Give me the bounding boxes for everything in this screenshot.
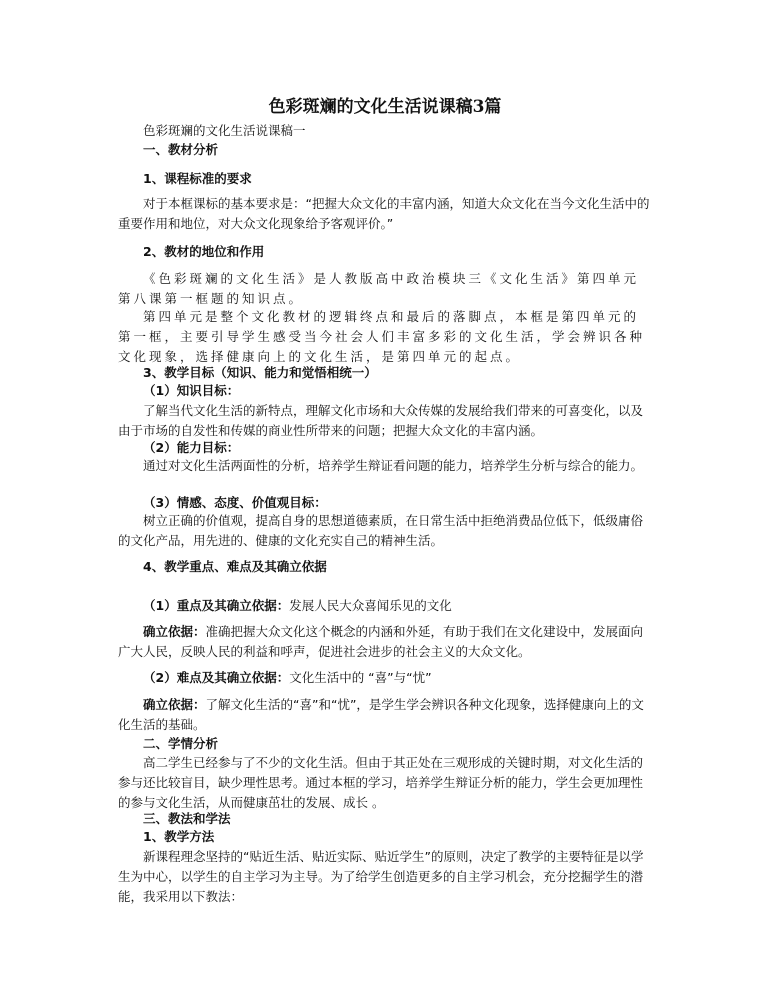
key-point-basis [118,622,652,662]
goal-knowledge-label: （1）知识目标： [143,383,240,398]
paragraph-position-2: 第四单元是整个文化教材的逻辑终点和最后的落脚点，本框是第四单元的第一框，主要引导学生感受当今社会人们丰富多彩的文化生活，学会辨识各种文化现象，选择健康向上的文化生活，是第四单元的起点。 [118,309,646,364]
heading-methods: 三、教法和学法 [143,811,231,826]
difficult-point-basis-label: 确立依据： [143,697,206,712]
key-point-label: （1）重点及其确立依据： [143,598,290,613]
paragraph-student-analysis: 高二学生已经参与了不少的文化生活。但由于其正处在三观形成的关键时期，对文化生活的参与还比较盲目，缺少理性思考。通过本框的学习，培养学生辩证分析的能力，学生会更加理性的参与文化生活，从而健康茁壮的发展、成长 。 [118,755,644,810]
difficult-point-basis [118,695,652,735]
difficult-point-line [143,669,432,687]
goal-emotion-text: 树立正确的价值观，提高自身的思想道德素质，在日常生活中拒绝消费品位低下，低级庸俗的文化产品，用先进的、健康的文化充实自己的精神生活。 [118,513,644,548]
goal-emotion-label: （3）情感、态度、价值观目标： [143,495,327,510]
difficult-point-basis-text: 了解文化生活的“喜”和“忧”，是学生学会辨识各种文化现象，选择健康向上的文化生活的基础。 [118,697,644,732]
difficult-point-value: 文化生活中的 “喜”与“忧” [289,670,432,685]
key-point-basis-label: 确立依据： [143,624,206,639]
heading-position-role: 2、教材的地位和作用 [143,244,265,259]
heading-material-analysis: 一、教材分析 [143,142,219,157]
key-point-basis-text: 准确把握大众文化这个概念的内涵和外延，有助于我们在文化建设中，发展面向广大人民，反映人民的利益和呼声，促进社会进步的社会主义的大众文化。 [118,624,644,659]
heading-teaching-method: 1、教学方法 [143,829,215,844]
paragraph-curriculum-standard: 对于本框课标的基本要求是：“把握大众文化的丰富内涵，知道大众文化在当今文化生活中的重要作用和地位，对大众文化现象给予客观评价。” [118,196,650,231]
heading-teaching-goals: 3、教学目标（知识、能力和觉悟相统一） [143,365,377,380]
goal-knowledge-text: 了解当代文化生活的新特点，理解文化市场和大众传媒的发展给我们带来的可喜变化，以及由于市场的自发性和传媒的商业性所带来的问题；把握大众文化的丰富内涵。 [118,403,644,438]
paragraph-position-1: 《色彩斑斓的文化生活》是人教版高中政治模块三《文化生活》第四单元第八课第一框题的知识点。 [118,271,640,306]
difficult-point-label: （2）难点及其确立依据： [143,670,290,685]
key-point-line [143,597,452,615]
heading-student-analysis: 二、学情分析 [143,736,219,751]
heading-curriculum-standard: 1、课程标准的要求 [143,171,252,186]
heading-key-difficult-points: 4、教学重点、难点及其确立依据 [143,559,327,574]
subtitle: 色彩斑斓的文化生活说课稿一 [143,123,306,138]
key-point-value: 发展人民大众喜闻乐见的文化 [289,598,452,613]
goal-ability-text: 通过对文化生活两面性的分析，培养学生辩证看问题的能力，培养学生分析与综合的能力。 [143,458,644,473]
paragraph-teaching-method: 新课程理念坚持的“贴近生活、贴近实际、贴近学生”的原则，决定了教学的主要特征是以学生为中心，以学生的自主学习为主导。为了给学生创造更多的自主学习机会，充分挖掘学生的潜能，我采用以下教法： [118,849,644,904]
document-title: 色彩斑斓的文化生活说课稿3篇 [268,97,502,117]
goal-ability-label: （2）能力目标： [143,440,240,455]
